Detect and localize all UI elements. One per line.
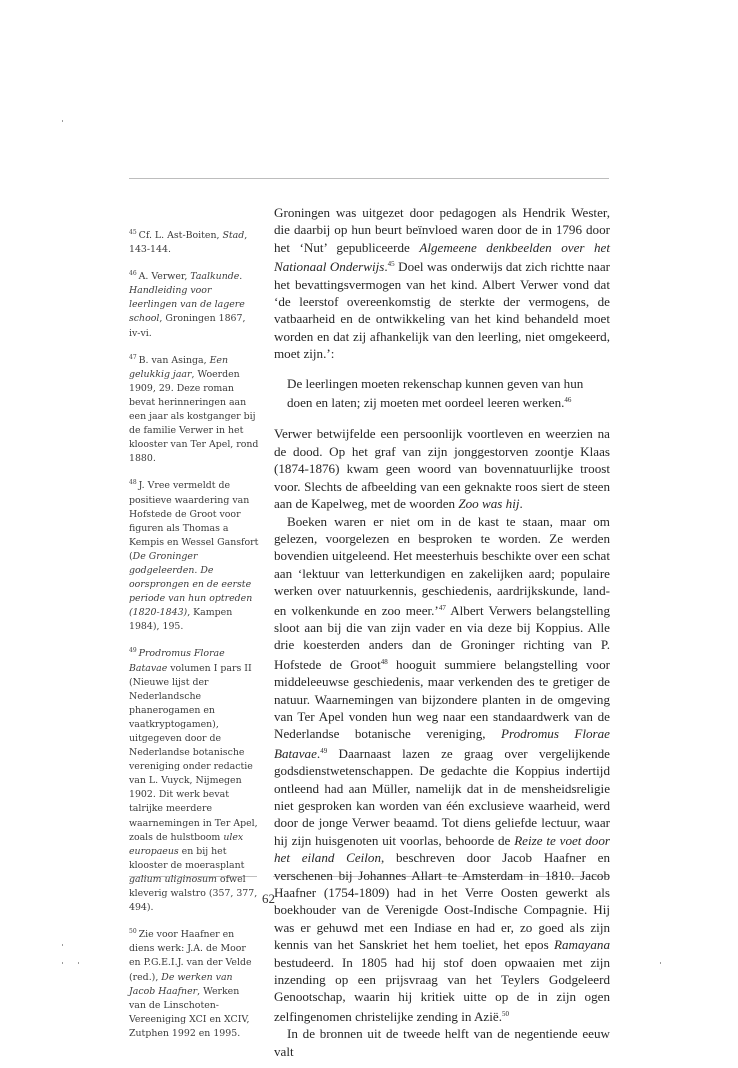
text-run: .	[384, 259, 388, 275]
text-run: .	[316, 745, 321, 761]
text-run: Doel was onderwijs dat zich richtte naar het bevattingsvermogen van het kind. Albert Verwer vond dat ‘de leerstof overeenkomstig de sterkte der vermogens, de vatbaarheid en de ontwikkeling van het kind behandeld moet worden en dat zij afhankelijk van den leerling, niet omgekeerd, moet zijn.’:	[274, 259, 610, 362]
footnote	[129, 644, 259, 915]
italic-text: De werken van Jacob Haafner	[129, 971, 233, 997]
text-run: , 143-144.	[129, 230, 248, 256]
paragraph	[274, 204, 610, 363]
text-run: In de bronnen uit de tweede helft van de negentiende eeuw valt	[274, 1026, 610, 1059]
italic-text: Algemeene denkbeelden over het Nationaal Onderwijs	[274, 239, 610, 275]
text-run: hooguit summiere belangstelling voor middeleeuwse geschiedenis, maar verkenden des te gretiger de natuur. Waarnemingen van bijzondere planten in de omgeving van Ter Apel vonden hun weg naar een standaardwerk van de Nederlandse botanische vereniging,	[274, 656, 610, 742]
page-number: 62	[262, 891, 275, 906]
footnote-number: 48	[129, 479, 137, 487]
italic-text: Een gelukkig jaar	[129, 354, 228, 380]
text-run: A. Verwer,	[138, 271, 191, 283]
text-run: Boeken waren er niet om in de kast te staan, maar om gelezen, voorgelezen en besproken te worden. Ze werden bovendien uitgeleend. Het meesterhuis beschikte over een schat aan ‘lektuur van letterkundigen en zakelijken aard; populaire werken over natuurkennis, geschiedenis, aardrijkskunde, land- en volkenkunde en zoo meer.’	[274, 513, 610, 618]
paragraph	[274, 425, 610, 512]
text-run: , Woerden 1909, 29. Deze roman bevat herinneringen aan een jaar als kostganger bij de familie Verwer in het klooster van Ter Apel, rond 1880.	[129, 368, 259, 465]
top-rule	[129, 178, 609, 179]
italic-text: ulex europaeus	[129, 831, 244, 857]
footnote	[129, 925, 259, 1041]
italic-text: Reize te voet door het eiland Ceilon	[274, 832, 610, 866]
footnote	[129, 476, 259, 634]
italic-text: Prodromus Florae Batavae	[129, 648, 225, 674]
footnote	[129, 226, 259, 257]
footnote	[129, 267, 259, 340]
footnote-number: 47	[129, 353, 137, 361]
footnote-number: 49	[129, 647, 137, 655]
text-run: De leerlingen moeten rekenschap kunnen geven van hun doen en laten; zij moeten met oordeel leeren werken.	[287, 375, 584, 411]
footnote-number: 45	[129, 229, 137, 236]
footnote-ref: 46	[564, 396, 572, 405]
italic-text: galium uliginosum	[129, 873, 217, 885]
text-run: Cf. L. Ast-Boiten,	[138, 230, 223, 241]
text-run: en bij het klooster de moerasplant	[129, 845, 245, 871]
crop-mark	[78, 962, 79, 964]
text-run: Albert Verwers belangstelling sloot aan bij die van zijn vader en via deze bij Koppius. Alle drie koesterden anders dan de Groninger richting van P. Hofstede de Groot	[274, 602, 611, 672]
text-run: volumen I pars II (Nieuwe lijst der Nederlandsche phanerogamen en vaatkryptogamen), uitgegeven door de Nederlandse botanische vereniging onder redactie van L. Vuyck, Nijmegen 1902. Dit werk bevat talrijke meerdere waarnemingen in Ter Apel, zoals de hulstboom	[129, 662, 258, 843]
block-quote	[287, 375, 610, 412]
text-run: Zie voor Haafner en diens werk: J.A. de Moor en P.G.E.I.J. van der Velde (red.),	[129, 929, 252, 983]
footnote-number: 46	[129, 270, 137, 278]
text-run: .	[519, 496, 523, 512]
text-run: Verwer betwijfelde een persoonlijk voortleven en weerzien na de dood. Op het graf van zijn jonggestorven zoontje Klaas (1874-1876) kwam geen woord van bovennatuurlijke troost voor. Slechts de afbeelding van een geknakte roos siert de steen aan de Kapelweg, met de woorden	[274, 426, 610, 512]
crop-mark	[660, 962, 661, 964]
text-run: B. van Asinga,	[138, 354, 210, 366]
text-run: , beschreven door Jacob Haafner en verschenen bij Johannes Allart te Amsterdam in 1810. Jacob Haafner (1754-1809) had in het Verre Oosten gewerkt als boekhouder van de Verenigde Oost-Indische Compagnie. Hij was er gehuwd met een Indiase en had er, zo goed als zijn kennis van het Sanskriet het hem toeliet, het epos	[274, 850, 610, 953]
footnote-ref: 47	[438, 603, 446, 612]
italic-text: Taalkunde. Handleiding voor leerlingen van de lagere school	[129, 271, 245, 325]
italic-text: Ramayana	[553, 937, 610, 953]
footnote-number: 50	[129, 928, 137, 936]
text-run: J. Vree vermeldt de positieve waardering van Hofstede de Groot voor figuren als Thomas a Kempis en Wessel Gansfort (	[129, 480, 259, 562]
main-text-column	[274, 204, 610, 1060]
paragraph	[274, 513, 610, 1026]
footnote-ref: 49	[320, 746, 328, 755]
footnote	[129, 351, 259, 467]
italic-text: De Groninger godgeleerden. De oorsprongen en de eerste periode van hun optreden (1820-1843)	[129, 550, 253, 619]
text-run: , Groningen 1867, iv-vi.	[129, 313, 246, 339]
crop-mark	[62, 120, 63, 122]
italic-text: Zoo was hij	[458, 496, 520, 512]
crop-mark	[62, 944, 63, 946]
text-run: bestudeerd. In 1805 had hij stof doen opwaaien met zijn inzending op een prijsvraag van het Teylers Godgeleerd Genootschap, waarin hij kritiek uitte op de in zijn ogen zelfingenomen christelijke zending in Azië.	[274, 954, 610, 1024]
text-run: , Kampen 1984), 195.	[129, 607, 233, 633]
paragraph	[274, 1025, 610, 1060]
text-run: Daarnaast lazen ze graag over vergelijkende godsdienstwetenschappen. De gedachte die Koppius indertijd ontleend had aan Müller, namelijk dat in de mensheidsreligie niet gesproken kan worden van één exclusieve waarheid, werd door de jonge Verwer beaamd. Tot diens geliefde lectuur, waar hij zijn huisgenoten uit voorlas, behoorde de	[274, 745, 610, 848]
text-run: , Werken van de Linschoten-Vereeniging XCI en XCIV, Zutphen 1992 en 1995.	[129, 985, 250, 1039]
footnote-ref: 50	[501, 1009, 509, 1018]
footnote-ref: 45	[387, 260, 395, 269]
footnotes-column	[129, 226, 259, 1051]
text-run: ofwel kleverig walstro (357, 377, 494).	[129, 873, 258, 914]
footnote-ref: 48	[380, 657, 388, 666]
italic-text: Stad	[222, 230, 245, 241]
italic-text: Prodromus Florae Batavae	[274, 726, 610, 761]
text-run: Groningen was uitgezet door pedagogen als Hendrik Wester, die daarbij op hun beurt beïnvloed waren door de in 1796 door het ‘Nut’ gepubliceerde	[274, 205, 610, 255]
crop-mark	[62, 962, 63, 964]
